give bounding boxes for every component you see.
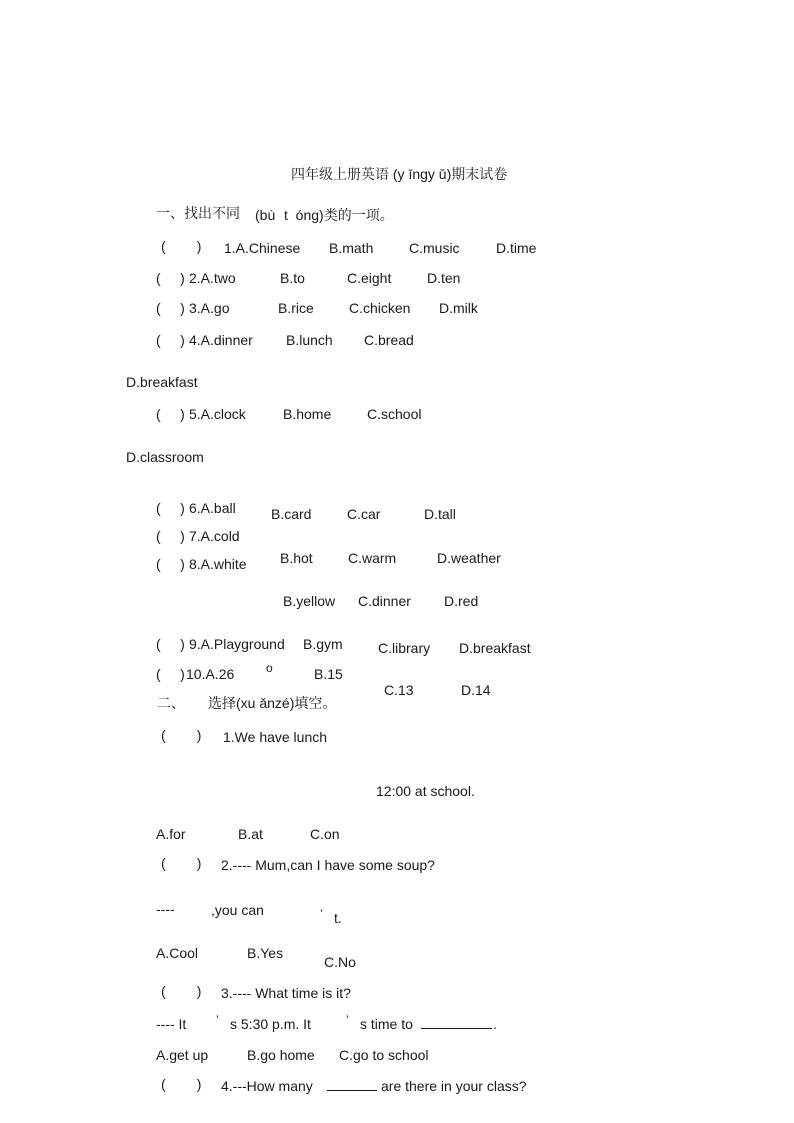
section1-heading: 一、找出不同 [156,205,240,221]
option-a: 8.A.white [189,556,247,572]
question-text-end: are there in your class? [381,1078,527,1094]
option-c: C.car [347,506,381,522]
answer-text-end: s time to [360,1016,413,1032]
answer-paren[interactable]: ( ) [156,270,185,286]
option-d: D.tall [424,506,456,522]
question-text: 1.We have lunch [223,729,328,745]
option-a: 10.A.26 [186,666,235,682]
answer-paren[interactable]: ( ) [161,1076,202,1092]
degree-mark: o [266,661,273,675]
option-a: 7.A.cold [189,528,240,544]
section2-heading: 选择(xu ǎnzé)填空。 [208,695,337,711]
option-b: B.15 [314,666,343,682]
section1-heading-rest: t óng)类的一项。 [284,207,394,223]
answer-paren[interactable]: ( ) [161,727,202,743]
option-c: C.eight [347,270,392,286]
option-c: C.on [310,826,340,842]
option-a: 4.A.dinner [189,332,253,348]
question-text-continued: 12:00 at school. [376,783,475,799]
option-a: 2.A.two [189,270,236,286]
answer-text: s 5:30 p.m. It [230,1016,311,1032]
question-text: 3.---- What time is it? [221,985,351,1001]
option-c: C.dinner [358,593,411,609]
option-a: A.Cool [156,945,199,961]
section2-heading-number: 二、 [157,695,185,711]
answer-text-end: t. [334,910,342,926]
answer-paren[interactable]: ( ) [161,238,202,254]
answer-dash: ---- [156,901,175,917]
option-c: C.library [378,640,431,656]
option-c: C.No [324,954,356,970]
option-b: B.math [329,240,374,256]
option-c: C.bread [364,332,414,348]
answer-paren[interactable]: ( ) [156,666,185,682]
answer-paren[interactable]: ( ) [161,855,202,871]
option-b: B.yellow [283,593,336,609]
option-c: C.go to school [339,1047,429,1063]
option-a: A.get up [156,1047,209,1063]
option-b: B.hot [280,550,313,566]
section1-heading-pinyin: (bù [255,207,276,223]
option-d: D.ten [427,270,461,286]
option-c: C.music [409,240,460,256]
option-d: D.weather [437,550,501,566]
apostrophe: ’ [346,1013,349,1027]
page-title: 四年级上册英语 (y īngy ǔ)期末试卷 [291,166,508,182]
option-c: C.chicken [349,300,411,316]
apostrophe: ’ [216,1013,219,1027]
option-a: 3.A.go [189,300,230,316]
option-d: D.time [496,240,537,256]
option-b: B.gym [303,636,343,652]
answer-dash: ---- It [156,1016,187,1032]
option-a: 5.A.clock [189,406,246,422]
fill-blank[interactable] [327,1078,377,1091]
option-a: 9.A.Playground [189,636,285,652]
option-b: B.lunch [286,332,333,348]
option-d: D.breakfast [126,374,198,390]
question-text: 2.---- Mum,can I have some soup? [221,857,435,873]
answer-paren[interactable]: ( ) [156,528,185,544]
question-text: 4.---How many [221,1078,313,1094]
option-a: 6.A.ball [189,500,236,516]
answer-paren[interactable]: ( ) [156,636,185,652]
option-a: A.for [156,826,186,842]
option-d: D.breakfast [459,640,531,656]
option-d: D.classroom [126,449,204,465]
option-b: B.Yes [247,945,284,961]
answer-paren[interactable]: ( ) [156,406,185,422]
answer-text: ,you can [211,902,264,918]
option-d: D.red [444,593,479,609]
option-c: C.warm [348,550,397,566]
option-b: B.rice [278,300,314,316]
answer-paren[interactable]: ( ) [156,556,185,572]
answer-paren[interactable]: ( ) [156,300,185,316]
option-d: D.milk [439,300,478,316]
option-d: D.14 [461,682,491,698]
apostrophe: ’ [320,907,323,921]
option-b: B.card [271,506,312,522]
fill-blank[interactable] [421,1016,492,1029]
period: . [493,1016,497,1032]
answer-paren[interactable]: ( ) [161,983,202,999]
answer-paren[interactable]: ( ) [156,332,185,348]
option-b: B.to [280,270,305,286]
option-c: C.13 [384,682,414,698]
option-b: B.at [238,826,263,842]
option-c: C.school [367,406,422,422]
option-a: 1.A.Chinese [224,240,301,256]
option-b: B.home [283,406,332,422]
option-b: B.go home [247,1047,315,1063]
answer-paren[interactable]: ( ) [156,500,185,516]
